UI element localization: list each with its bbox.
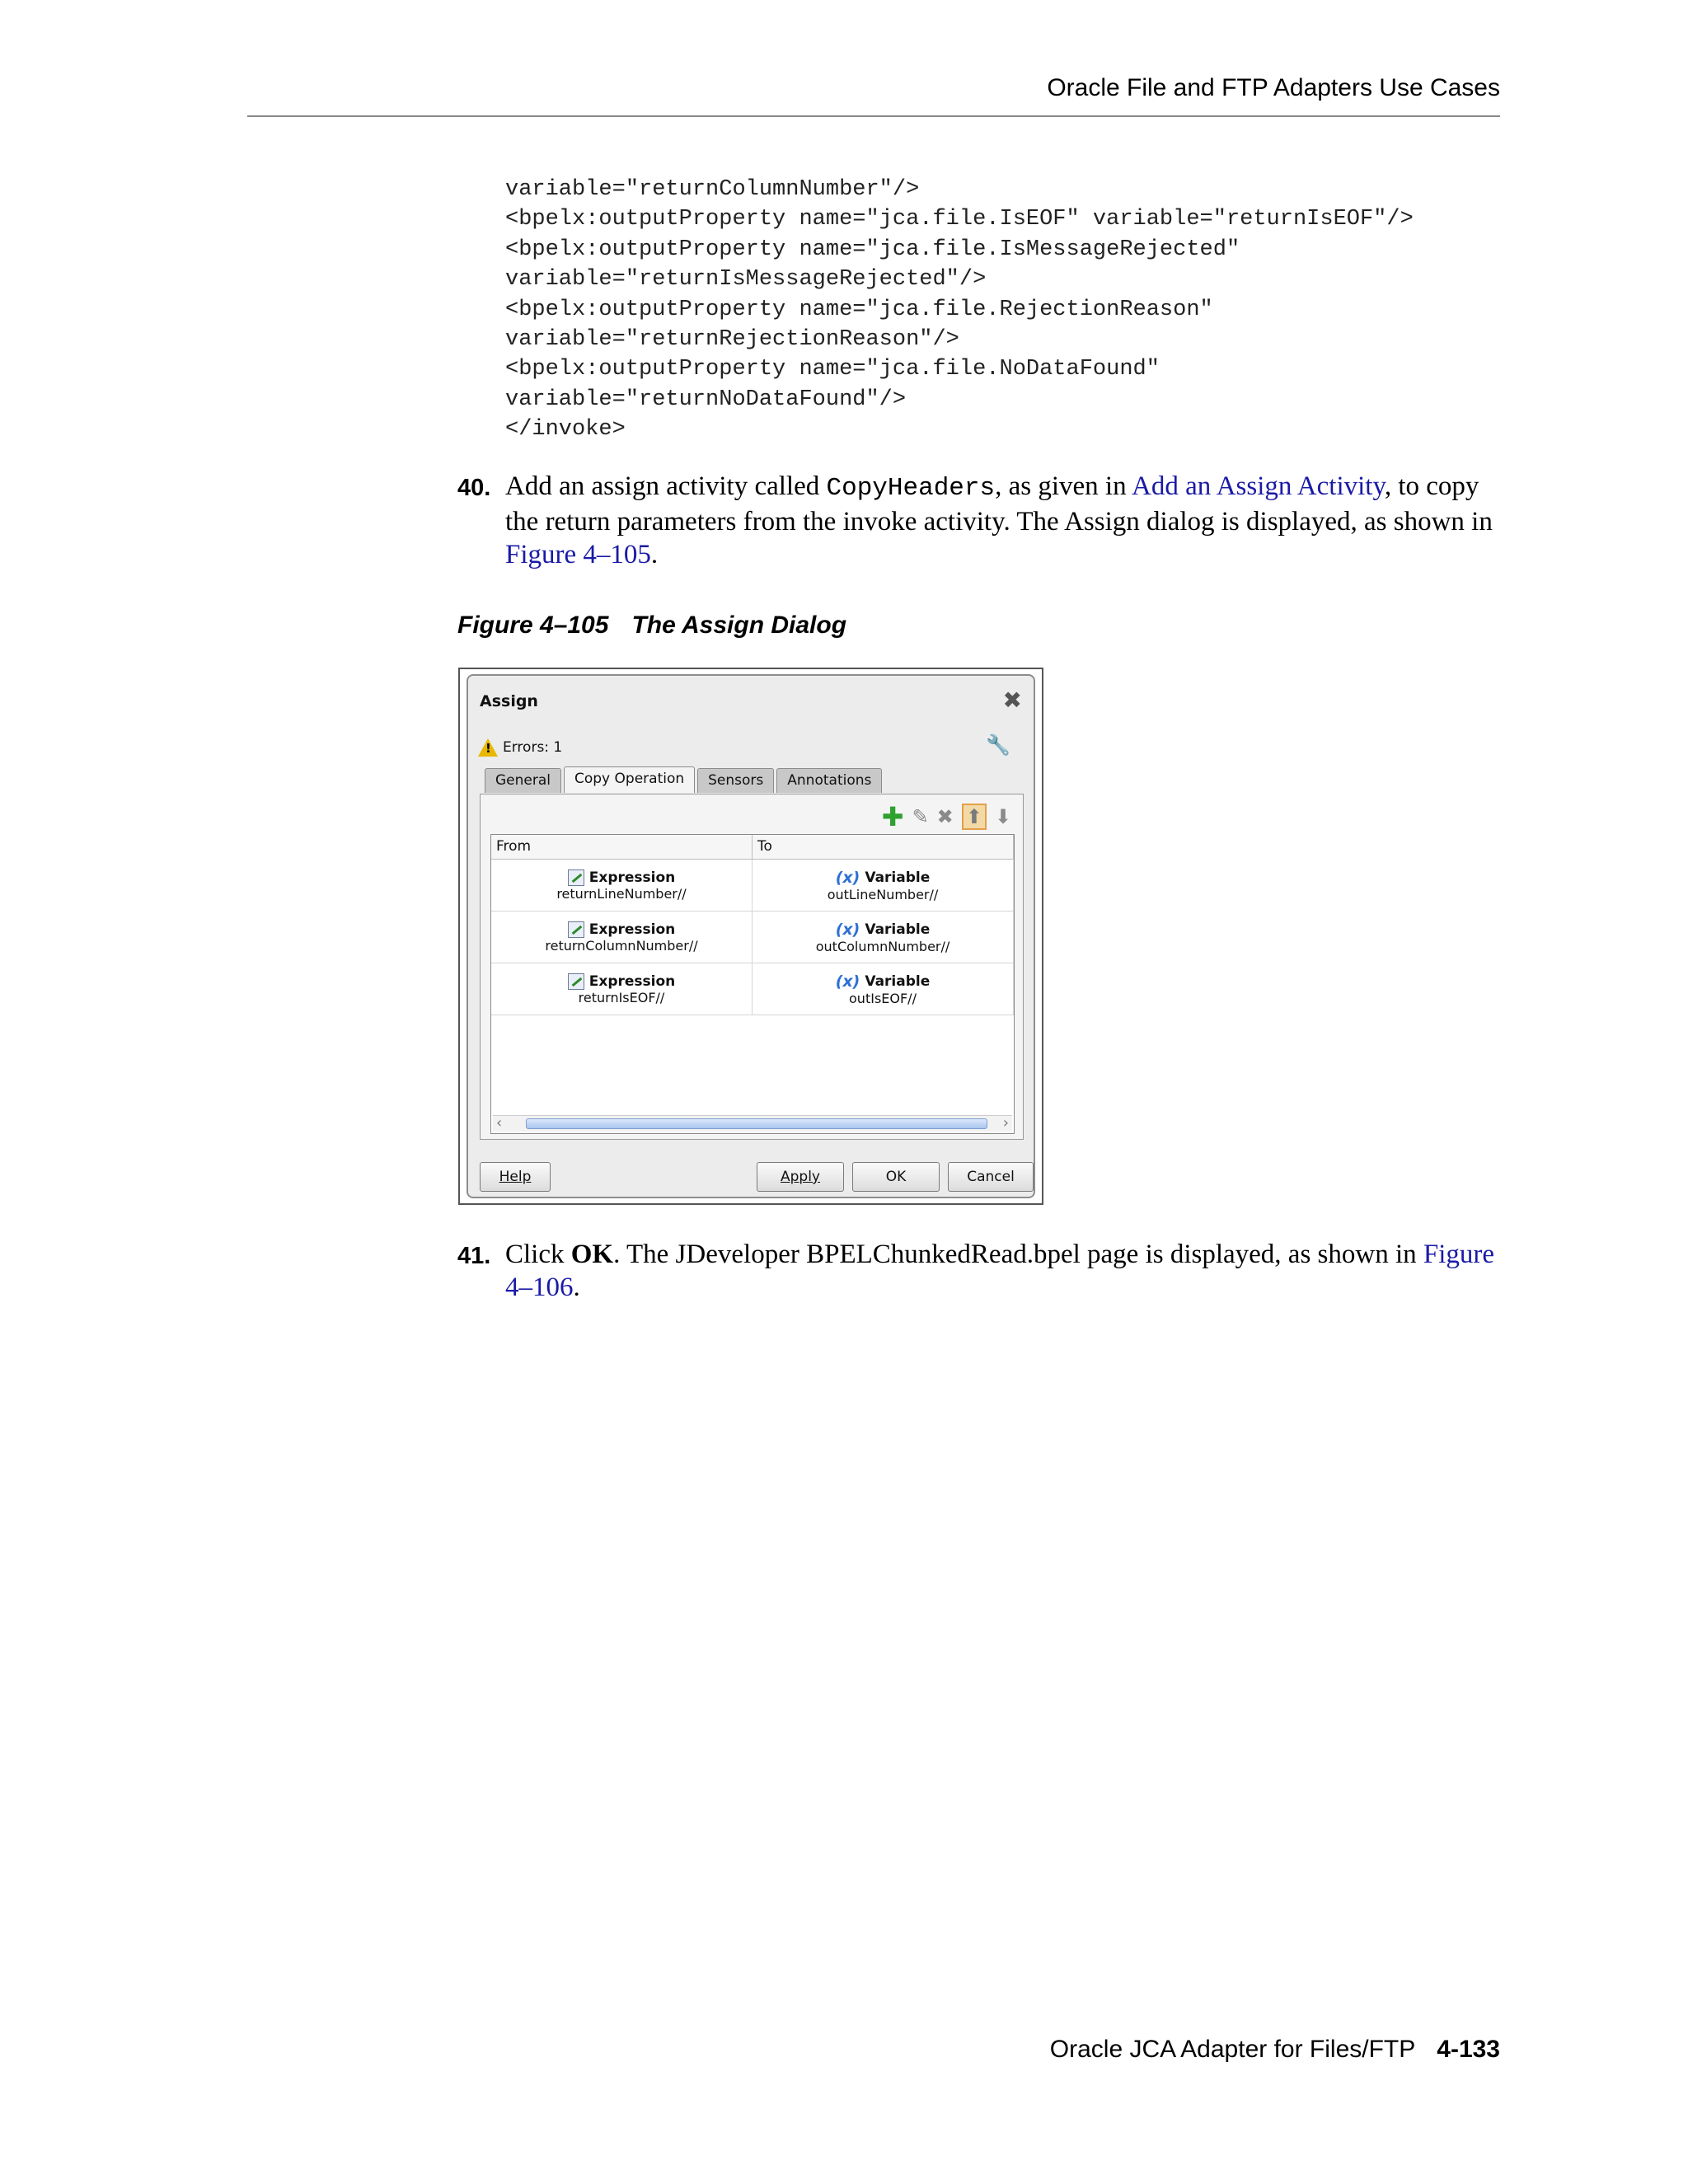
delete-icon[interactable]: ✖: [936, 805, 954, 828]
header-rule: [247, 115, 1500, 117]
step-40: [457, 470, 1504, 571]
code-line: variable="returnIsMessageRejected"/>: [505, 267, 987, 293]
link-figure-4-106[interactable]: Figure 4–106: [505, 1240, 1495, 1302]
from-cell: Expression returnIsEOF//: [491, 963, 753, 1015]
column-header-from: From: [491, 835, 753, 859]
error-indicator: [478, 738, 562, 757]
variable-icon: (x): [835, 972, 860, 991]
code-line: variable="returnRejectionReason"/>: [505, 327, 959, 353]
table-header: [491, 835, 1014, 860]
column-header-to: To: [753, 835, 1014, 859]
step-text: Add an assign activity called CopyHeaders, as given in Add an Assign Activity, to copy the return parameters from the invoke activity. The Assign dialog is displayed, as shown in Figure 4–105.: [505, 471, 1493, 569]
warning-icon: [478, 738, 498, 757]
horizontal-scrollbar[interactable]: [493, 1115, 1012, 1132]
expression-icon: [568, 973, 584, 990]
help-button[interactable]: Help: [480, 1162, 551, 1192]
code-line: <bpelx:outputProperty name="jca.file.RejectionReason": [505, 297, 1213, 322]
table-row[interactable]: [491, 860, 1014, 912]
table-row[interactable]: [491, 963, 1014, 1015]
scroll-right-icon[interactable]: ›: [1002, 1114, 1009, 1132]
code-block: [505, 175, 1414, 445]
variable-icon: (x): [835, 920, 860, 939]
table-row[interactable]: [491, 912, 1014, 963]
figure-screenshot: [458, 668, 1043, 1205]
tab-general[interactable]: General: [485, 768, 561, 793]
expression-icon: [568, 921, 584, 938]
book-title: Oracle JCA Adapter for Files/FTP: [1049, 2036, 1416, 2063]
code-line: <bpelx:outputProperty name="jca.file.NoDataFound": [505, 357, 1160, 382]
step-41: [457, 1238, 1504, 1304]
code-line: variable="returnColumnNumber"/>: [505, 177, 920, 202]
move-up-icon[interactable]: ⬆: [962, 804, 987, 830]
dialog-title: Assign: [480, 692, 538, 710]
wrench-icon[interactable]: 🔧: [986, 733, 1010, 757]
figure-caption: Figure 4–105 The Assign Dialog: [457, 612, 847, 639]
link-add-assign-activity[interactable]: Add an Assign Activity: [1132, 471, 1385, 501]
from-cell: Expression returnLineNumber//: [491, 860, 753, 911]
running-header: Oracle File and FTP Adapters Use Cases: [1047, 74, 1500, 101]
to-cell: (x) Variable outIsEOF//: [753, 963, 1014, 1015]
page-number: 4-133: [1437, 2036, 1500, 2063]
tab-annotations[interactable]: Annotations: [776, 768, 882, 793]
step-number: 40.: [457, 475, 491, 501]
code-line: <bpelx:outputProperty name="jca.file.IsEOF" variable="returnIsEOF"/>: [505, 207, 1414, 232]
from-cell: Expression returnColumnNumber//: [491, 912, 753, 963]
error-count: Errors: 1: [503, 739, 563, 756]
tab-bar: [485, 768, 882, 793]
link-figure-4-105[interactable]: Figure 4–105: [505, 540, 651, 569]
tab-sensors[interactable]: Sensors: [697, 768, 774, 793]
page-footer: [1050, 2036, 1500, 2064]
add-icon[interactable]: ✚: [881, 801, 904, 832]
expression-icon: [568, 869, 584, 886]
to-cell: (x) Variable outLineNumber//: [753, 860, 1014, 911]
inline-code: CopyHeaders: [826, 474, 996, 503]
tab-copy-operation[interactable]: Copy Operation: [564, 766, 695, 793]
copy-rules-table: [490, 834, 1015, 1134]
copy-toolbar: [882, 801, 1011, 832]
bold-ok: OK: [570, 1240, 614, 1269]
code-line: variable="returnNoDataFound"/>: [505, 387, 907, 412]
cancel-button[interactable]: Cancel: [948, 1162, 1034, 1192]
move-down-icon[interactable]: ⬇: [994, 805, 1011, 828]
apply-button[interactable]: Apply: [757, 1162, 844, 1192]
edit-icon[interactable]: ✎: [912, 805, 929, 828]
close-icon[interactable]: ✖: [1002, 687, 1022, 714]
step-number: 41.: [457, 1243, 491, 1269]
scrollbar-thumb[interactable]: [526, 1118, 987, 1129]
variable-icon: (x): [835, 868, 860, 887]
copy-operation-panel: [480, 794, 1024, 1140]
assign-dialog: [467, 674, 1035, 1198]
code-line: <bpelx:outputProperty name="jca.file.IsMessageRejected": [505, 237, 1240, 262]
scroll-left-icon[interactable]: ‹: [496, 1114, 503, 1132]
step-text: Click OK. The JDeveloper BPELChunkedRead.bpel page is displayed, as shown in Figure 4–106.: [505, 1240, 1495, 1302]
ok-button[interactable]: OK: [852, 1162, 940, 1192]
to-cell: (x) Variable outColumnNumber//: [753, 912, 1014, 963]
code-line: </invoke>: [505, 417, 626, 443]
